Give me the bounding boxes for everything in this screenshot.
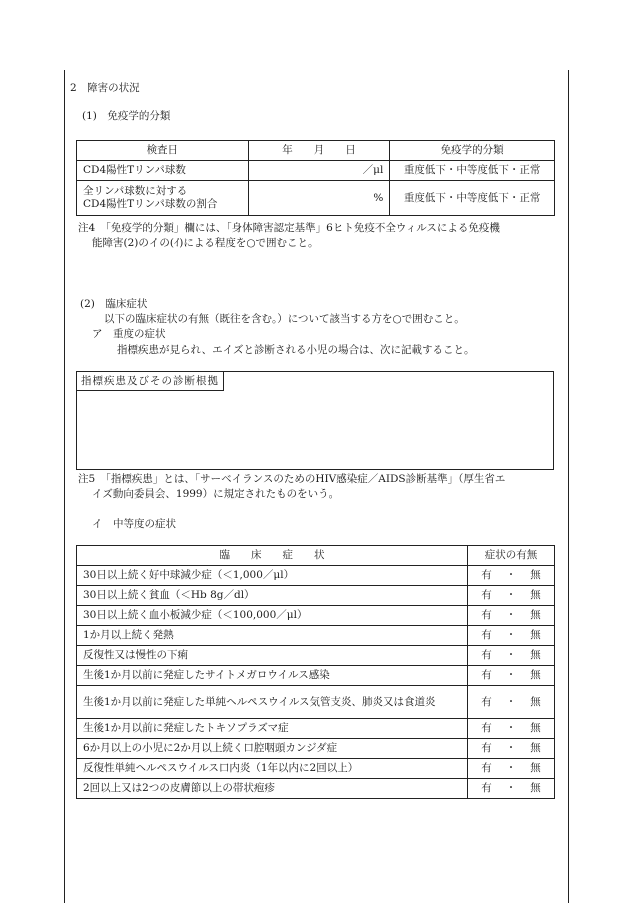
note5-line1: 注5 「指標疾患」とは、「サーベイランスのためのHIV感染症／AIDS診断基準」（厚生省エ xyxy=(78,473,506,485)
symptom-label: 生後1か月以前に発症した単純ヘルペスウイルス気管支炎、肺炎又は食道炎 xyxy=(77,686,468,719)
header-date-value: 年 月 日 xyxy=(248,141,390,161)
row-cd4-count-label: CD4陽性Tリンパ球数 xyxy=(77,161,249,181)
presence-yes-option[interactable]: 有 xyxy=(481,695,492,708)
presence-separator: ・ xyxy=(505,762,517,774)
note4-line2: 能障害(2)のイの(ｲ)による程度を○で囲むこと。 xyxy=(92,237,319,249)
table-header-row xyxy=(77,546,555,566)
presence-separator: ・ xyxy=(505,629,517,641)
row-cd4-ratio-label-line2: CD4陽性Tリンパ球数の割合 xyxy=(83,198,218,210)
presence-yes-option[interactable]: 有 xyxy=(481,569,492,581)
presence-no-option[interactable]: 無 xyxy=(530,629,541,641)
table-row xyxy=(77,779,555,799)
table-row xyxy=(77,759,555,779)
table-header-row xyxy=(77,141,555,161)
header-classification: 免疫学的分類 xyxy=(390,141,555,161)
clinical-description: 以下の臨床症状の有無（既往を含む。）について該当する方を○で囲むこと。 xyxy=(104,313,465,325)
indicator-disease-label: 指標疾患及びその診断根拠 xyxy=(77,372,224,391)
presence-yes-option[interactable]: 有 xyxy=(481,589,492,601)
table-row xyxy=(77,646,555,666)
symptom-label: 30日以上続く貧血（＜Hb 8g／dl） xyxy=(77,586,468,606)
table-row xyxy=(77,666,555,686)
presence-separator: ・ xyxy=(505,695,517,708)
symptom-presence-cell xyxy=(468,739,555,759)
symptom-label: 1か月以上続く発熱 xyxy=(77,626,468,646)
table-row xyxy=(77,626,555,646)
symptom-presence-cell xyxy=(468,646,555,666)
presence-separator: ・ xyxy=(505,722,517,734)
symptom-label: 30日以上続く血小板減少症（＜100,000／μl） xyxy=(77,606,468,626)
presence-separator: ・ xyxy=(505,782,517,794)
row-cd4-ratio-class[interactable]: 重度低下・中等度低下・正常 xyxy=(390,181,555,216)
presence-yes-option[interactable]: 有 xyxy=(481,649,492,661)
subsection-immunology-title: (1) 免疫学的分類 xyxy=(82,110,171,122)
symptom-label: 30日以上続く好中球減少症（＜1,000／μl） xyxy=(77,566,468,586)
presence-separator: ・ xyxy=(505,569,517,581)
symptom-presence-cell xyxy=(468,586,555,606)
section-title: 2 障害の状況 xyxy=(70,82,140,94)
symptom-presence-cell xyxy=(468,686,555,719)
header-clinical-symptom: 臨 床 症 状 xyxy=(77,546,468,566)
presence-no-option[interactable]: 無 xyxy=(530,782,541,794)
subsection-clinical-title: (2) 臨床症状 xyxy=(80,298,148,310)
presence-no-option[interactable]: 無 xyxy=(530,742,541,754)
header-symptom-presence: 症状の有無 xyxy=(468,546,555,566)
presence-separator: ・ xyxy=(505,669,517,681)
table-row xyxy=(77,739,555,759)
header-exam-date: 検査日 xyxy=(77,141,249,161)
note4-line1: 注4 「免疫学的分類」欄には、「身体障害認定基準」6ヒト免疫不全ウィルスによる免疫機 xyxy=(78,222,500,234)
note5-line2: イズ動向委員会、1999）に規定されたものをいう。 xyxy=(92,488,340,500)
immunology-table xyxy=(76,140,555,216)
presence-no-option[interactable]: 無 xyxy=(530,695,541,708)
symptom-presence-cell xyxy=(468,606,555,626)
severe-symptoms-description: 指標疾患が見られ、エイズと診断される小児の場合は、次に記載すること。 xyxy=(117,344,475,356)
symptom-presence-cell xyxy=(468,759,555,779)
table-row xyxy=(77,181,555,216)
symptom-label: 生後1か月以前に発症したトキソプラズマ症 xyxy=(77,719,468,739)
presence-no-option[interactable]: 無 xyxy=(530,609,541,621)
presence-separator: ・ xyxy=(505,589,517,601)
symptom-table xyxy=(76,545,555,799)
presence-yes-option[interactable]: 有 xyxy=(481,609,492,621)
severe-symptoms-title: ア 重度の症状 xyxy=(92,328,166,340)
presence-no-option[interactable]: 無 xyxy=(530,649,541,661)
presence-yes-option[interactable]: 有 xyxy=(481,669,492,681)
symptom-label: 反復性又は慢性の下痢 xyxy=(77,646,468,666)
presence-no-option[interactable]: 無 xyxy=(530,669,541,681)
presence-no-option[interactable]: 無 xyxy=(530,569,541,581)
row-cd4-ratio-label xyxy=(77,181,249,216)
presence-no-option[interactable]: 無 xyxy=(530,762,541,774)
symptom-presence-cell xyxy=(468,779,555,799)
indicator-disease-box[interactable] xyxy=(76,371,554,470)
row-cd4-ratio-label-line1: 全リンパ球数に対する xyxy=(83,185,188,197)
symptom-presence-cell xyxy=(468,666,555,686)
presence-separator: ・ xyxy=(505,742,517,754)
presence-no-option[interactable]: 無 xyxy=(530,722,541,734)
row-cd4-ratio-unit[interactable]: % xyxy=(248,181,390,216)
table-row xyxy=(77,686,555,719)
row-cd4-count-unit[interactable]: ／μl xyxy=(248,161,390,181)
row-cd4-count-class[interactable]: 重度低下・中等度低下・正常 xyxy=(390,161,555,181)
presence-yes-option[interactable]: 有 xyxy=(481,742,492,754)
symptom-label: 反復性単純ヘルペスウイルス口内炎（1年以内に2回以上） xyxy=(77,759,468,779)
presence-yes-option[interactable]: 有 xyxy=(481,722,492,734)
presence-no-option[interactable]: 無 xyxy=(530,589,541,601)
table-row xyxy=(77,606,555,626)
symptom-label: 6か月以上の小児に2か月以上続く口腔咽頭カンジダ症 xyxy=(77,739,468,759)
symptom-label: 2回以上又は2つの皮膚節以上の帯状疱疹 xyxy=(77,779,468,799)
moderate-symptoms-title: イ 中等度の症状 xyxy=(92,518,176,530)
presence-separator: ・ xyxy=(505,649,517,661)
table-row xyxy=(77,719,555,739)
symptom-label: 生後1か月以前に発症したサイトメガロウイルス感染 xyxy=(77,666,468,686)
symptom-presence-cell xyxy=(468,566,555,586)
symptom-presence-cell xyxy=(468,626,555,646)
symptom-presence-cell xyxy=(468,719,555,739)
table-row xyxy=(77,586,555,606)
presence-yes-option[interactable]: 有 xyxy=(481,629,492,641)
presence-yes-option[interactable]: 有 xyxy=(481,782,492,794)
presence-separator: ・ xyxy=(505,609,517,621)
table-row xyxy=(77,161,555,181)
presence-yes-option[interactable]: 有 xyxy=(481,762,492,774)
table-row xyxy=(77,566,555,586)
